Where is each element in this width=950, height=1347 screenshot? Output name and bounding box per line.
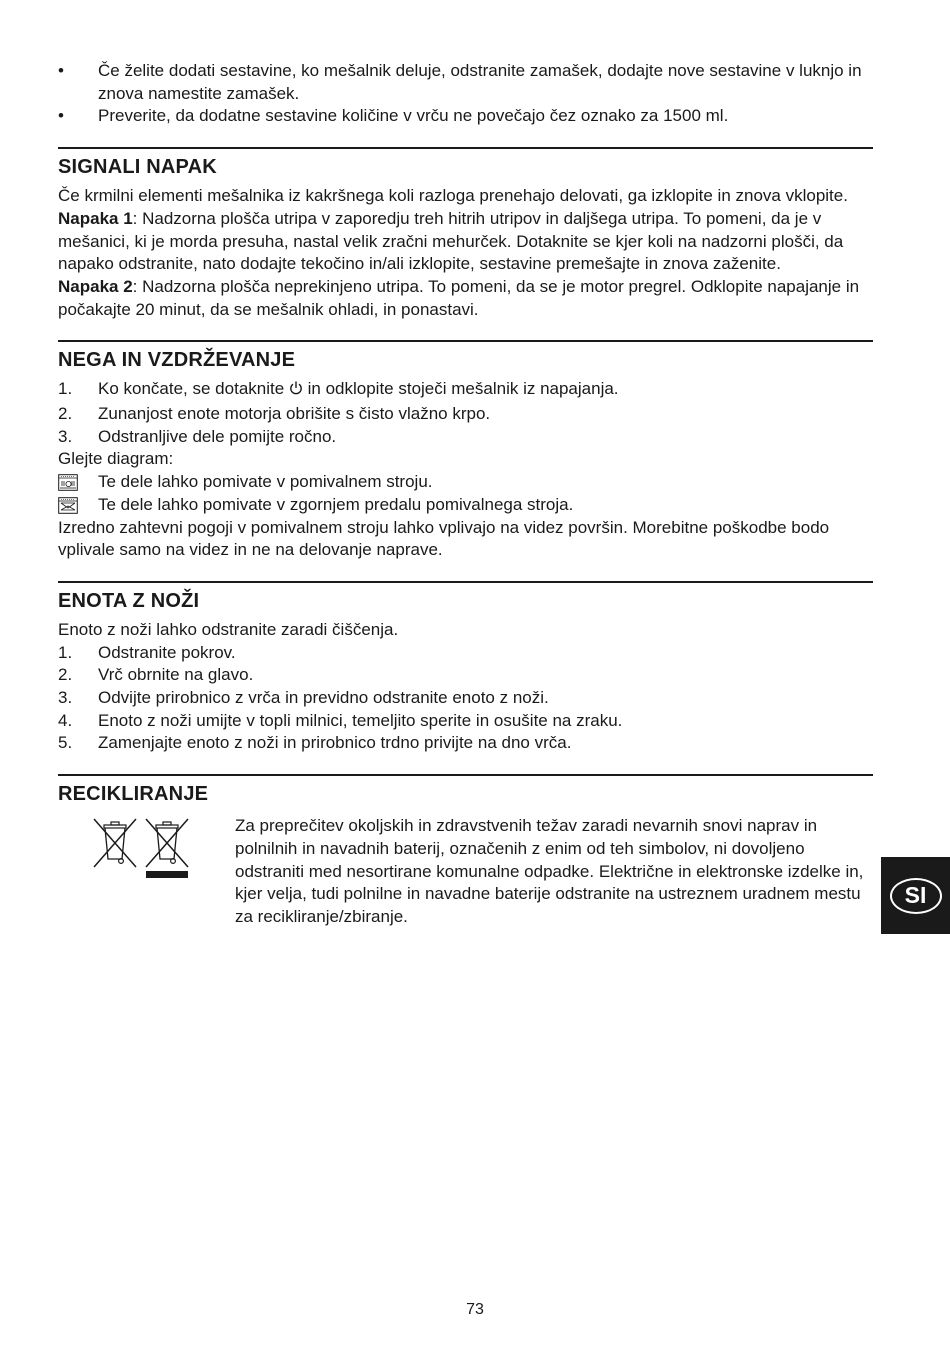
language-tab-label: SI <box>890 878 942 914</box>
section-signali-napak <box>58 147 873 321</box>
list-item: 1. Ko končate, se dotaknite in odklopite stoječi mešalnik iz napajanja. <box>58 378 873 403</box>
error-1-paragraph: Napaka 1: Nadzorna plošča utripa v zaporedju treh hitrih utripov in daljšega utripa. To pomeni, da je v mešanici, ki je morda presuha, nastal velik zračni mehurček. Dotaknite se kjer koli na nadzorni plošči, da napako odstranite, nato dodajte tekočino in/ali izklopite, sestavine premešajte in znova zaženite. <box>58 208 844 274</box>
list-item: • Preverite, da dodatne sestavine količine v vrču ne povečajo čez oznako za 1500 ml. <box>58 105 873 128</box>
bullet-mark: • <box>58 106 64 126</box>
power-icon <box>289 380 303 403</box>
section-recikliranje <box>58 774 873 929</box>
recycling-block <box>58 815 873 929</box>
error-2-label: Napaka 2 <box>58 276 133 296</box>
page-content <box>58 60 873 929</box>
section-intro: Če krmilni elementi mešalnika iz kakršnega koli razloga prenehajo delovati, ga izklopite in znova vklopite. <box>58 186 848 206</box>
dishwasher-top-rack-icon <box>58 497 78 514</box>
list-item: Te dele lahko pomivate v pomivalnem stroju. <box>58 471 873 494</box>
list-item: 3. Odstranljive dele pomijte ročno. <box>58 426 337 446</box>
recycling-symbols <box>58 815 235 929</box>
page-number: 73 <box>466 1301 484 1318</box>
section-enota-z-nozi <box>58 581 873 755</box>
list-item: 2. Zunanjost enote motorja obrišite s čisto vlažno krpo. <box>58 404 491 424</box>
list-item: Te dele lahko pomivate v zgornjem predalu pomivalnega stroja. <box>58 494 873 517</box>
section-heading: RECIKLIRANJE <box>58 783 209 806</box>
section-nega-in-vzdrzevanje <box>58 340 873 562</box>
dishwasher-icon <box>58 474 78 491</box>
crossed-bin-icon <box>92 817 138 929</box>
recycling-text: Za preprečitev okoljskih in zdravstvenih težav zaradi nevarnih snovi naprav in polnilnih in navadnih baterij, označenih z enim od teh simbolov, ni dovoljeno odstraniti med nesortirane komunalne odpadke. Električne in elektronske izdelke in, kjer velja, tudi polnilne in navadne baterije odstranite na ustreznem uradnem mestu za recikliranje/zbiranje. <box>235 816 864 926</box>
error-2-paragraph: Napaka 2: Nadzorna plošča neprekinjeno utripa. To pomeni, da se je motor pregrel. Odklopite napajanje in počakajte 20 minut, da se mešalnik ohladi, in ponastavi. <box>58 276 860 319</box>
section-heading: SIGNALI NAPAK <box>58 156 217 179</box>
care-steps-list <box>58 378 873 448</box>
list-item: 3. Odvijte prirobnico z vrča in previdno odstranite enoto z noži. <box>58 688 549 708</box>
list-item: 1. Odstranite pokrov. <box>58 642 236 662</box>
section-heading: ENOTA Z NOŽI <box>58 589 200 612</box>
crossed-bin-bar-icon <box>144 817 190 929</box>
bullet-mark: • <box>58 61 64 80</box>
list-item: 4. Enoto z noži umijte v topli milnici, temeljito sperite in osušite na zraku. <box>58 710 623 730</box>
section-intro: Enoto z noži lahko odstranite zaradi čiščenja. <box>58 619 399 639</box>
section-heading: NEGA IN VZDRŽEVANJE <box>58 349 296 372</box>
blade-steps-list <box>58 642 873 756</box>
diagram-label: Glejte diagram: <box>58 449 174 469</box>
dishwasher-note: Izredno zahtevni pogoji v pomivalnem stroju lahko vplivajo na videz površin. Morebitne poškodbe bodo vplivale samo na videz in ne na delovanje naprave. <box>58 517 830 560</box>
diagram-legend <box>58 471 873 516</box>
language-tab <box>881 857 950 934</box>
list-item: • Če želite dodati sestavine, ko mešalnik deluje, odstranite zamašek, dodajte nove sestavine v luknjo in znova namestite zamašek. <box>58 61 862 103</box>
list-item: 2. Vrč obrnite na glavo. <box>58 665 254 685</box>
intro-bullet-list <box>58 60 873 128</box>
error-1-label: Napaka 1 <box>58 208 133 228</box>
list-item: 5. Zamenjajte enoto z noži in prirobnico trdno privijte na dno vrča. <box>58 733 572 753</box>
